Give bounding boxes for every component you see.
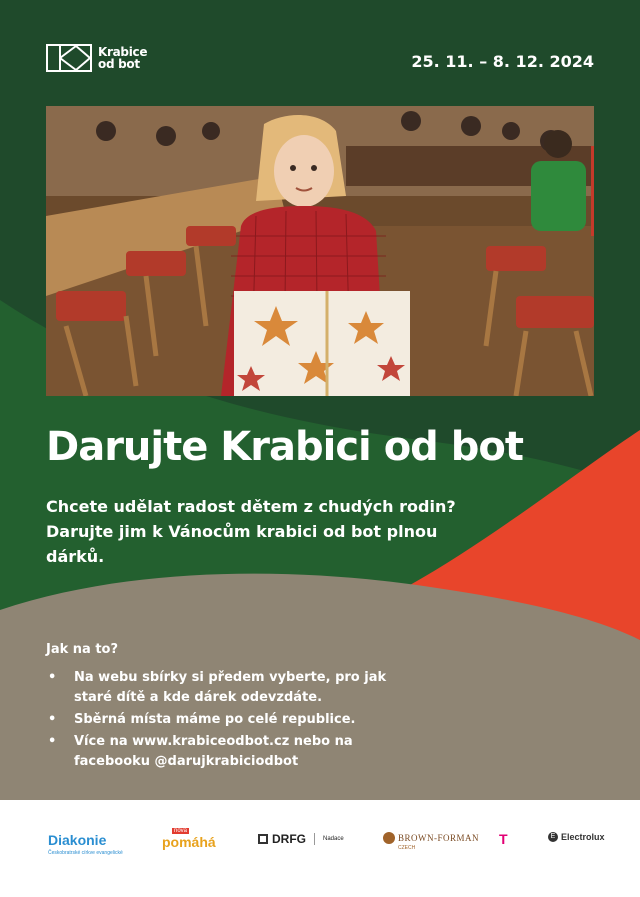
sponsor-tmobile[interactable] bbox=[499, 831, 508, 847]
howto-list bbox=[46, 668, 426, 774]
lead-paragraph: Chcete udělat radost dětem z chudých rodin? Darujte jim k Vánocům krabici od bot plnou dárků. bbox=[46, 497, 456, 566]
logo-text bbox=[98, 46, 147, 70]
sponsor-sub: Nadace bbox=[323, 836, 344, 842]
hero-photo bbox=[46, 106, 594, 396]
photo-illustration bbox=[46, 106, 594, 396]
sponsor-name: Electrolux bbox=[561, 832, 605, 842]
logo-line1: Krabice bbox=[98, 45, 148, 59]
electrolux-icon: E bbox=[548, 832, 558, 842]
list-item[interactable]: • Více na www.krabiceodbot.cz nebo na facebooku @darujkrabiciodbot bbox=[46, 732, 426, 772]
brand-logo[interactable] bbox=[46, 44, 147, 72]
sponsor-electrolux[interactable] bbox=[548, 832, 605, 842]
sponsor-drfg[interactable] bbox=[258, 832, 344, 846]
sponsor-name: BROWN-FORMAN bbox=[398, 833, 480, 843]
list-item: • Na webu sbírky si předem vyberte, pro jak staré dítě a kde dárek odevzdáte. bbox=[46, 668, 426, 708]
sponsor-sub: Českobratrské církve evangelické bbox=[48, 850, 123, 856]
logo-line2: od bot bbox=[98, 57, 140, 71]
sponsor-brown-forman[interactable] bbox=[383, 832, 480, 851]
sponsor-name: pomáhá bbox=[162, 834, 216, 850]
sponsor-small: nova bbox=[174, 828, 188, 834]
divider bbox=[314, 833, 315, 845]
sponsor-name: Diakonie bbox=[48, 832, 107, 848]
drfg-icon bbox=[258, 834, 268, 844]
sponsor-diakonie[interactable] bbox=[48, 832, 123, 856]
campaign-dates: 25. 11. – 8. 12. 2024 bbox=[411, 52, 594, 71]
list-item: • Sběrná místa máme po celé republice. bbox=[46, 710, 426, 730]
sponsor-name: T bbox=[499, 831, 508, 847]
krabice-logo-icon bbox=[46, 44, 92, 72]
sponsor-name: DRFG bbox=[272, 832, 306, 846]
howto-title: Jak na to? bbox=[46, 642, 119, 657]
sponsor-nova[interactable] bbox=[162, 829, 216, 850]
sponsor-sub: CZECH bbox=[398, 845, 416, 851]
headline: Darujte Krabici od bot bbox=[46, 424, 523, 470]
brown-forman-seal-icon bbox=[383, 832, 395, 844]
